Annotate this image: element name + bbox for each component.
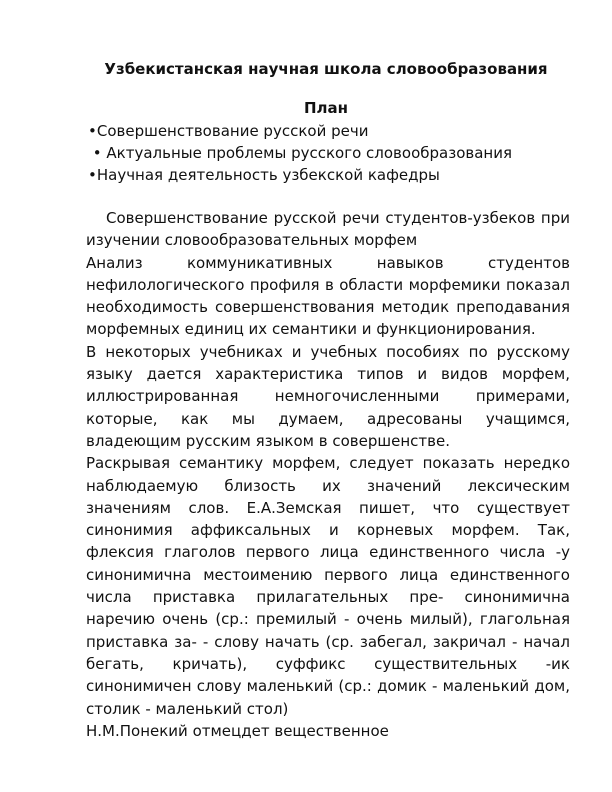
plan-item: • Актуальные проблемы русского словообразования <box>88 144 512 162</box>
paragraph: Раскрывая семантику морфем, следует показать нередко наблюдаемую близость их значений лексическим значениям слов. Е.А.Земская пишет, что существует синонимия аффиксальных и корневых морфем. Так, флексия глаголов первого лица единственного числа -у синонимична местоимению первого лица единственного числа приставка прилагательных пре- синонимична наречию очень (ср.: премилый - очень милый), глагольная приставка за- - слову начать (ср. забегал, закричал - начал бегать, кричать), суффикс существительных -ик синонимичен слову маленький (ср.: домик - маленький дом, столик - маленький стол) <box>86 454 570 718</box>
plan-heading: План <box>303 99 349 117</box>
plan-item: •Научная деятельность узбекской кафедры <box>88 166 440 184</box>
plan-item: •Совершенствование русской речи <box>88 122 369 140</box>
paragraph: Н.М.Понекий отмецдет вещественное <box>86 721 389 740</box>
plan-list <box>88 120 512 186</box>
paragraph: В некоторых учебниках и учебных пособиях по русскому языку дается характеристика типов и видов морфем, иллюстрированная немногочисленными примерами, которые, как мы думаем, адресованы учащимся, владеющим русским языком в совершенстве. <box>86 342 570 450</box>
body-text <box>86 207 570 742</box>
paragraph: Анализ коммуникативных навыков студентов нефилологического профиля в области морфемики показал необходимость совершенствования методик преподавания морфемных единиц их семантики и функционирования. <box>86 253 570 339</box>
document-title: Узбекистанская научная школа словообразования <box>104 60 548 78</box>
paragraph-section-heading: Совершенствование русской речи студентов-узбеков при изучении словообразовательных морфем <box>86 209 570 250</box>
